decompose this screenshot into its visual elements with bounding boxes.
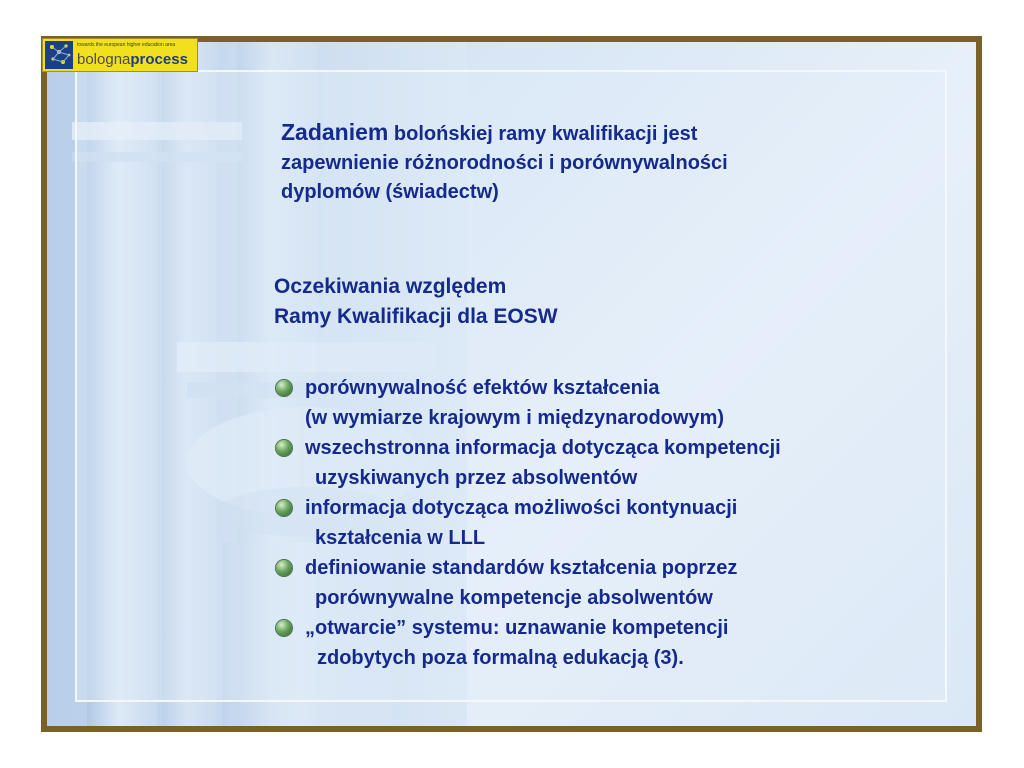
intro-paragraph bbox=[281, 118, 881, 207]
logo-word-process: process bbox=[130, 51, 188, 68]
list-item-line-2: kształcenia w LLL bbox=[315, 527, 486, 549]
logo-tagline: towards the european higher education area bbox=[77, 42, 176, 48]
bullet-icon bbox=[276, 440, 292, 456]
list-item-line-1: definiowanie standardów kształcenia poprzez bbox=[305, 557, 738, 579]
list-item bbox=[273, 613, 953, 673]
expectations-list bbox=[273, 373, 953, 673]
list-item bbox=[273, 373, 953, 433]
list-item-line-1: porównywalność efektów kształcenia bbox=[305, 377, 660, 399]
bullet-icon bbox=[276, 560, 292, 576]
bullet-icon bbox=[276, 380, 292, 396]
bullet-icon bbox=[276, 500, 292, 516]
list-item-line-1: wszechstronna informacja dotycząca kompetencji bbox=[305, 437, 781, 459]
list-item-line-1: informacja dotycząca możliwości kontynuacji bbox=[305, 497, 738, 519]
section-title-line-1: Oczekiwania względem bbox=[274, 275, 507, 298]
intro-lead-word: Zadaniem bbox=[281, 119, 389, 145]
list-item-line-2: uzyskiwanych przez absolwentów bbox=[315, 467, 638, 489]
list-item-line-2: (w wymiarze krajowym i międzynarodowym) bbox=[305, 407, 725, 429]
bologna-process-logo bbox=[42, 38, 198, 72]
section-title bbox=[274, 272, 558, 332]
intro-line-1-rest: bolońskiej ramy kwalifikacji jest bbox=[388, 123, 698, 145]
bullet-icon bbox=[276, 620, 292, 636]
intro-line-2: zapewnienie różnorodności i porównywalności bbox=[281, 152, 728, 174]
stars-logo-icon bbox=[45, 41, 73, 69]
list-item-line-2: zdobytych poza formalną edukacją (3). bbox=[317, 647, 684, 669]
list-item bbox=[273, 433, 953, 493]
list-item-line-2: porównywalne kompetencje absolwentów bbox=[315, 587, 713, 609]
intro-line-3: dyplomów (świadectw) bbox=[281, 181, 499, 203]
logo-word-bologna: bologna bbox=[77, 51, 131, 68]
logo-text bbox=[77, 51, 188, 69]
section-title-line-2: Ramy Kwalifikacji dla EOSW bbox=[274, 305, 558, 328]
list-item-line-1: „otwarcie” systemu: uznawanie kompetencji bbox=[305, 617, 729, 639]
list-item bbox=[273, 493, 953, 553]
intro-line-1 bbox=[281, 118, 881, 149]
list-item bbox=[273, 553, 953, 613]
